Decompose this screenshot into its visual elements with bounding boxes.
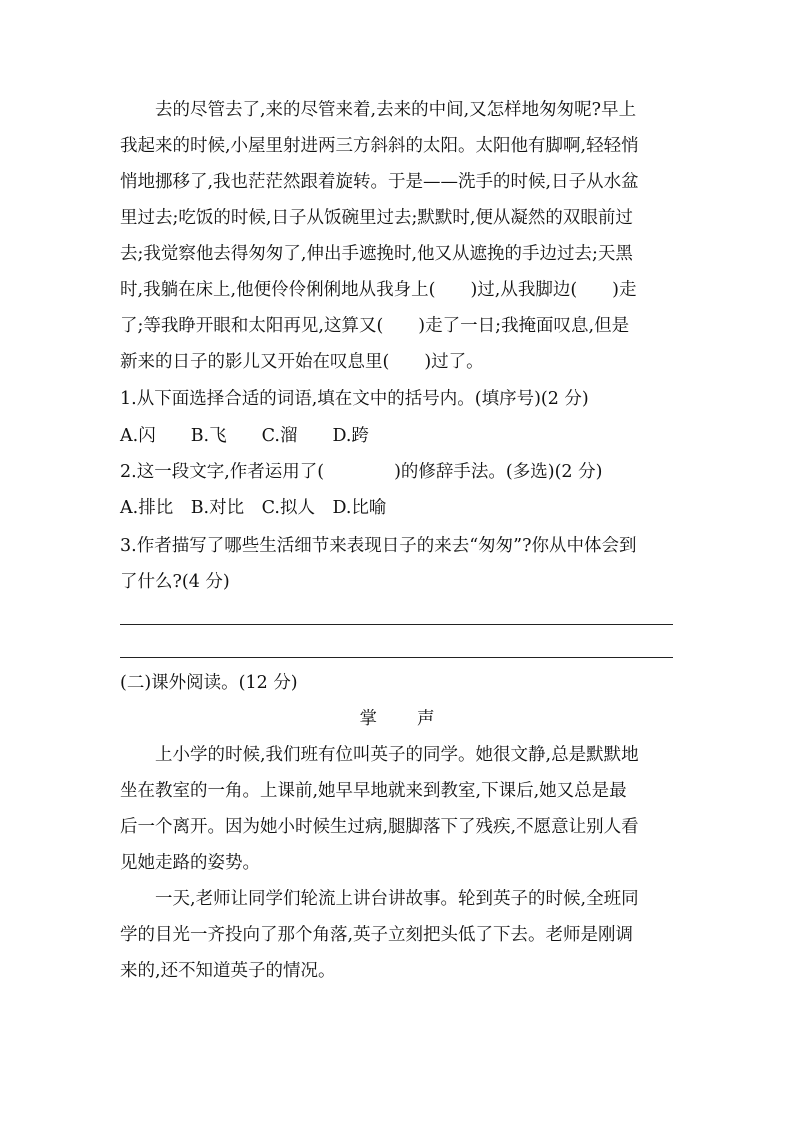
passage2-line: 见她走路的姿势。 xyxy=(120,853,260,873)
passage1-line: 新来的日子的影儿又开始在叹息里( )过了。 xyxy=(120,352,484,372)
question-2-options: A.排比 B.对比 C.拟人 D.比喻 xyxy=(120,498,387,518)
question-3-stem-cont: 了什么?(4 分) xyxy=(120,572,230,592)
passage2-line: 上小学的时候,我们班有位叫英子的同学。她很文静,总是默默地 xyxy=(155,745,639,765)
passage2-line: 后一个离开。因为她小时候生过病,腿脚落下了残疾,不愿意让别人看 xyxy=(120,817,639,837)
passage2-line: 坐在教室的一角。上课前,她早早地就来到教室,下课后,她又总是最 xyxy=(120,781,627,801)
passage2-line: 学的目光一齐投向了那个角落,英子立刻把头低了下去。老师是刚调 xyxy=(120,925,634,945)
question-2-stem: 2.这一段文字,作者运用了( )的修辞手法。(多选)(2 分) xyxy=(120,462,603,482)
passage2-line: 来的,还不知道英子的情况。 xyxy=(120,961,336,981)
question-1-options: A.闪 B.飞 C.溜 D.跨 xyxy=(120,426,369,446)
question-1-stem: 1.从下面选择合适的词语,填在文中的括号内。(填序号)(2 分) xyxy=(120,389,589,409)
passage2-line: 一天,老师让同学们轮流上讲台讲故事。轮到英子的时候,全班同 xyxy=(155,889,639,909)
passage1-line: 里过去;吃饭的时候,日子从饭碗里过去;默默时,便从凝然的双眼前过 xyxy=(120,208,633,228)
passage1-line: 去的尽管去了,来的尽管来着,去来的中间,又怎样地匆匆呢?早上 xyxy=(155,100,637,120)
passage1-line: 时,我躺在床上,他便伶伶俐俐地从我身上( )过,从我脚边( )走 xyxy=(120,280,637,300)
answer-line[interactable] xyxy=(120,624,673,625)
title-char: 掌 xyxy=(359,709,377,729)
answer-line[interactable] xyxy=(120,657,673,658)
passage1-line: 去;我觉察他去得匆匆了,伸出手遮挽时,他又从遮挽的手边过去;天黑 xyxy=(120,244,633,264)
passage2-title xyxy=(0,707,794,731)
passage1-line: 我起来的时候,小屋里射进两三方斜斜的太阳。太阳他有脚啊,轻轻悄 xyxy=(120,136,639,156)
section2-heading: (二)课外阅读。(12 分) xyxy=(120,673,298,693)
passage1-line: 悄地挪移了,我也茫茫然跟着旋转。于是——洗手的时候,日子从水盆 xyxy=(120,172,639,192)
question-3-stem: 3.作者描写了哪些生活细节来表现日子的来去“匆匆”?你从中体会到 xyxy=(120,536,637,556)
title-char: 声 xyxy=(417,709,435,729)
passage1-line: 了;等我睁开眼和太阳再见,这算又( )走了一日;我掩面叹息,但是 xyxy=(120,316,630,336)
